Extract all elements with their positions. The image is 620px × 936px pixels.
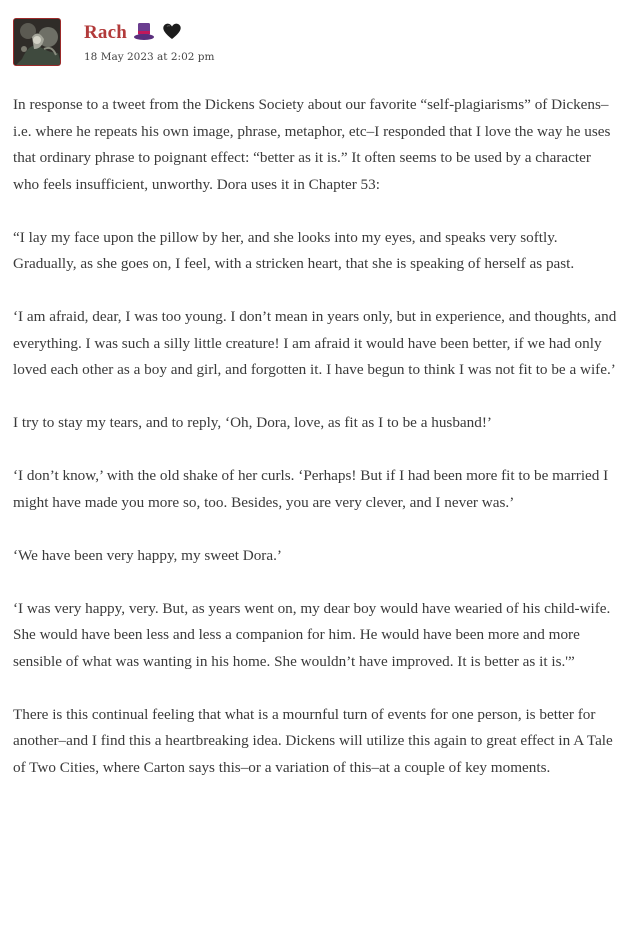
- top-hat-icon: [133, 20, 155, 46]
- comment-paragraph: “I lay my face upon the pillow by her, and she looks into my eyes, and speaks very softly. Gradually, as she goes on, I feel, with a stricken heart, that she is speaking of herself as past.: [13, 228, 575, 272]
- comment-paragraph: ‘We have been very happy, my sweet Dora.’: [13, 546, 282, 564]
- comment-paragraph: ‘I don’t know,’ with the old shake of her curls. ‘Perhaps! But if I had been more fit to be married I might have made you more so, too. Besides, you are very clever, and I never was.’: [13, 467, 609, 511]
- comment-paragraph: ‘I was very happy, very. But, as years went on, my dear boy would have wearied of his child-wife. She would have been less and less a companion for him. He would have been more and more sensible of what was wanting in his home. She wouldn’t have improved. It is better as it is.'”: [13, 599, 611, 670]
- comment-body: [13, 92, 617, 808]
- comment-paragraph: There is this continual feeling that what is a mournful turn of events for one person, is better for another–and I find this a heartbreaking idea. Dickens will utilize this again to great effect in A Tale of Two Cities, where Carton says this–or a variation of this–at a couple of key moments.: [13, 705, 613, 776]
- comment-header: [13, 18, 620, 70]
- comment-paragraph: ‘I am afraid, dear, I was too young. I don’t mean in years only, but in experience, and thoughts, and everything. I was such a silly little creature! I am afraid it would have been better, if we had only loved each other as a boy and girl, and forgotten it. I have begun to think I was not fit to be a wife.’: [13, 308, 617, 378]
- comment-timestamp[interactable]: 18 May 2023 at 2:02 pm: [84, 51, 215, 63]
- avatar-image: [14, 19, 61, 66]
- author-line: [84, 19, 183, 47]
- comment-paragraph: In response to a tweet from the Dickens Society about our favorite “self-plagiarisms” of Dickens–i.e. where he repeats his own image, phrase, metaphor, etc–I responded that I love the way he uses that ordinary phrase to poignant effect: “better as it is.” It often seems to be used by a character who feels insufficient, unworthy. Dora uses it in Chapter 53:: [13, 96, 611, 193]
- author-name[interactable]: Rach: [84, 22, 128, 43]
- comment-paragraph: I try to stay my tears, and to reply, ‘Oh, Dora, love, as fit as I to be a husband!’: [13, 414, 492, 431]
- black-heart-icon: [161, 20, 183, 46]
- avatar[interactable]: [13, 18, 61, 66]
